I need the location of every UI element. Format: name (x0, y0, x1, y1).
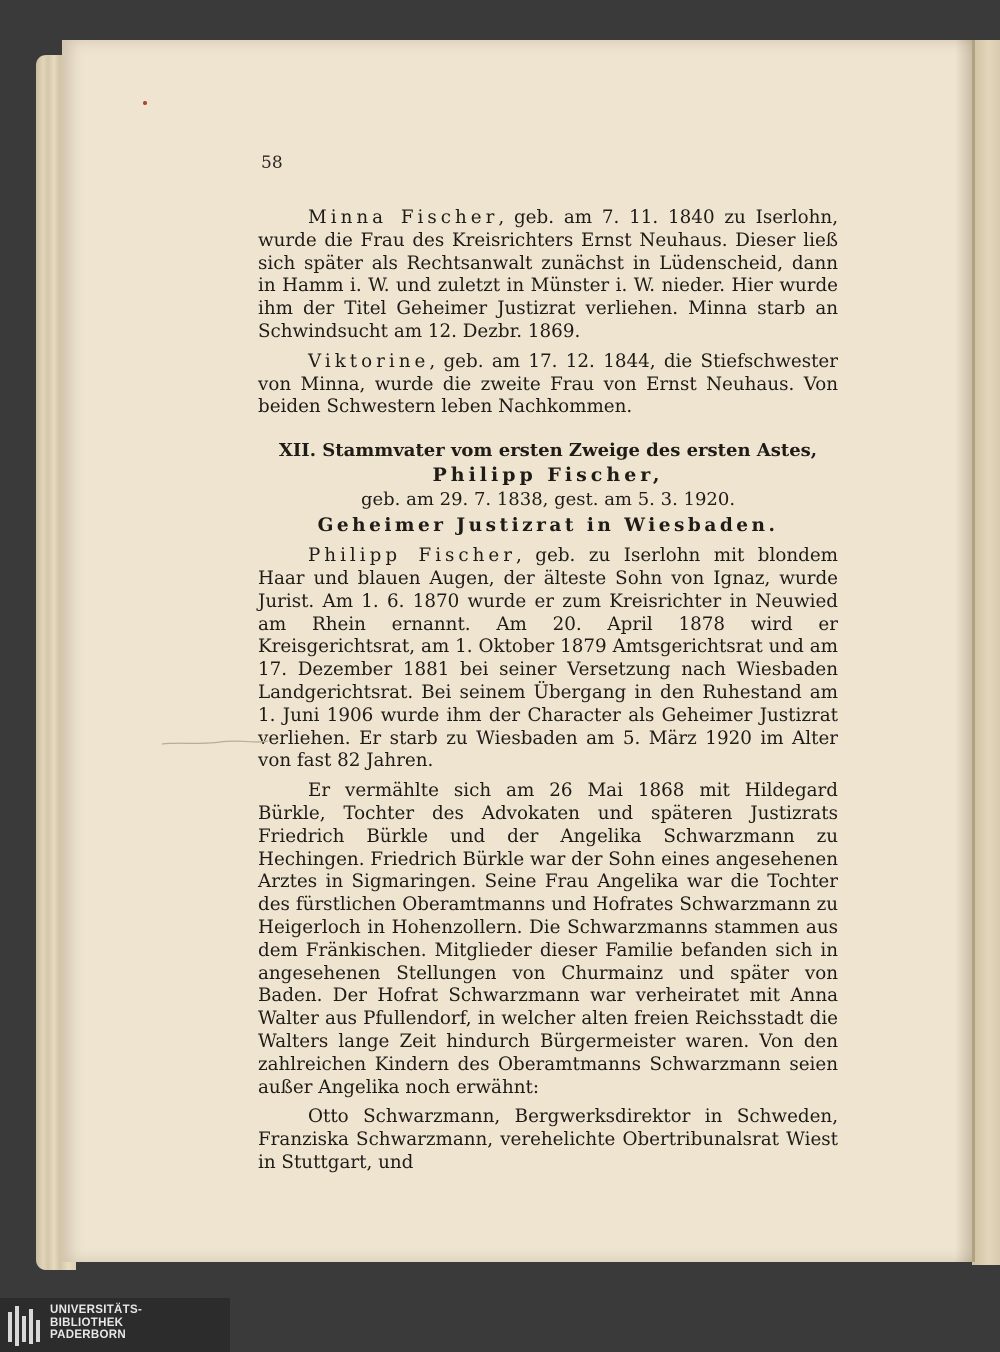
facing-page-edge (972, 40, 1000, 1265)
page-text (258, 207, 838, 1182)
gutter-shadow (955, 40, 975, 1262)
logo-line-1: UNIVERSITÄTS- (50, 1304, 143, 1316)
logo-line-3: PADERBORN (50, 1329, 126, 1341)
library-logo-text (50, 1304, 142, 1342)
heading-line-1: XII. Stammvater vom ersten Zweige des ersten Astes, (278, 440, 818, 462)
heading-line-3: geb. am 29. 7. 1838, gest. am 5. 3. 1920. (360, 489, 736, 511)
paragraph-text: , geb. am 17. 12. 1844, die Stiefschwester von Minna, wurde die zweite Frau von Ernst Neuhaus. Von beiden Schwestern leben Nachkommen. (258, 350, 838, 418)
paragraph-viktorine (258, 351, 838, 419)
library-logo (0, 1298, 230, 1352)
paragraph-text: Otto Schwarzmann, Bergwerksdirektor in Schweden, Franziska Schwarzmann, verehelichte Obertribunalsrat Wiest in Stuttgart, und (258, 1106, 838, 1173)
name-viktorine: Viktorine (308, 350, 430, 372)
paragraph-text: Er vermählte sich am 26 Mai 1868 mit Hildegard Bürkle, Tochter des Advokaten und späteren Justizrats Friedrich Bürkle und der Angelika Schwarzmann zu Hechingen. Friedrich Bürkle war der Sohn eines angesehenen Arztes in Sigmaringen. Seine Frau Angelika war die Tochter des fürstlichen Oberamtmanns und Hofrates Schwarzmann zu Heigerloch in Hohenzollern. Die Schwarzmanns stammen aus dem Fränkischen. Mitglieder dieser Familie befanden sich in angesehenen Stellungen von Churmainz und später von Baden. Der Hofrat Schwarzmann war verheiratet mit Anna Walter aus Pfullendorf, in welcher alten freien Reichsstadt die Walters lange Zeit hindurch Bürgermeister waren. Von den zahlreichen Kindern des Oberamtmanns Schwarzmann seien außer Angelika noch erwähnt: (258, 780, 838, 1098)
ink-spot (143, 101, 147, 105)
name-philipp-fischer: Philipp Fischer (308, 545, 516, 567)
section-heading (258, 439, 838, 539)
name-minna-fischer: Minna Fischer (308, 207, 499, 228)
paragraph-children (258, 1106, 838, 1174)
page-number: 58 (261, 153, 283, 173)
paragraph-minna (258, 207, 838, 344)
paragraph-marriage (258, 780, 838, 1099)
paragraph-text: , geb. zu Iserlohn mit blondem Haar und blauen Augen, der älteste Sohn von Ignaz, wurde Jurist. Am 1. 6. 1870 wurde er zum Kreisrichter in Neuwied am Rhein ernannt. Am 20. April 1878 wird er Kreisgerichtsrat, am 1. Oktober 1879 Amtsgerichtsrat und am 17. Dezember 1881 bei seiner Versetzung nach Wiesbaden Landgerichtsrat. Bei seinem Übergang in den Ruhestand am 1. Juni 1906 wurde ihm der Character als Geheimer Justizrat verliehen. Er starb zu Wiesbaden am 5. März 1920 im Alter von fast 82 Jahren. (258, 545, 838, 772)
paragraph-text: , geb. am 7. 11. 1840 zu Iserlohn, wurde die Frau des Kreisrichters Ernst Neuhaus. Dieser ließ sich später als Rechtsanwalt zunächst in Lüdenscheid, dann in Hamm i. W. und zuletzt in Münster i. W. nieder. Hier wurde ihm der Titel Geheimer Justizrat verliehen. Minna starb an Schwindsucht am 12. Dezbr. 1869. (258, 207, 838, 342)
heading-line-2: Philipp Fischer, (432, 464, 664, 487)
paragraph-philipp (258, 545, 838, 773)
logo-line-2: BIBLIOTHEK (50, 1316, 124, 1329)
library-logo-mark (8, 1306, 46, 1346)
heading-line-4: Geheimer Justizrat in Wiesbaden. (317, 515, 779, 537)
pencil-mark (160, 736, 270, 750)
